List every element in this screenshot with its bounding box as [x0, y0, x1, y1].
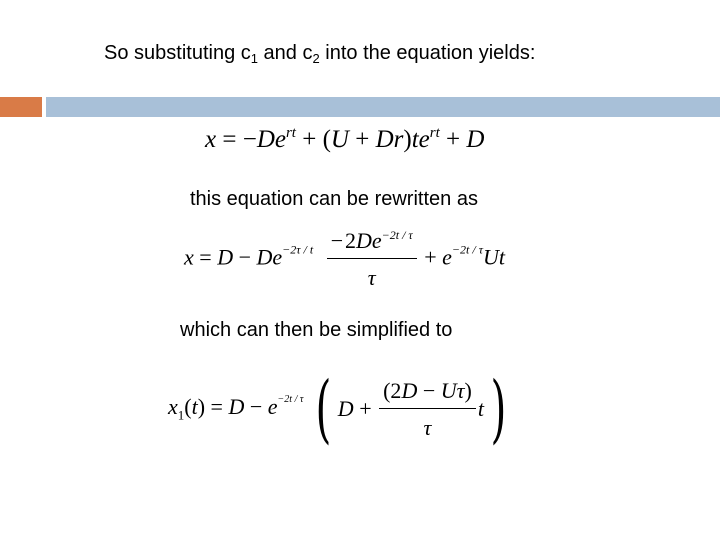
fraction-3: $\frac{(2D - U\tau)}{\tau}$ [379, 378, 476, 441]
slide-title [104, 42, 535, 65]
title-subscript-2: 2 [312, 51, 320, 66]
title-text-3: into the equation yields: [319, 42, 536, 64]
left-paren: ( [315, 366, 332, 452]
equation-3: $x_1(t) = D - e^{-2t / \tau}$ ( D + $\frac{(2D - U\tau)}{\tau}$ t) [168, 366, 507, 452]
simplified-text: which can then be simplified to [180, 319, 453, 341]
header-divider-bar [46, 97, 720, 117]
accent-bar [0, 97, 42, 117]
equation-2: $x = D - De^{-2\tau / t}$ $\frac{- 2De^{-2t / \tau}}{\tau}$ + $e^{-2t / \tau}Ut$ [184, 228, 505, 290]
fraction-2: $\frac{- 2De^{-2t / \tau}}{\tau}$ [327, 228, 417, 291]
title-text-2: and c [257, 42, 313, 64]
rewrite-text: this equation can be rewritten as [190, 188, 478, 210]
title-text-1: So substituting c [104, 42, 251, 64]
title-subscript-1: 1 [250, 51, 258, 66]
right-paren: ) [490, 366, 507, 452]
equation-1: $x = -De^{rt} + (U + Dr)te^{rt} + D$ [205, 125, 485, 153]
